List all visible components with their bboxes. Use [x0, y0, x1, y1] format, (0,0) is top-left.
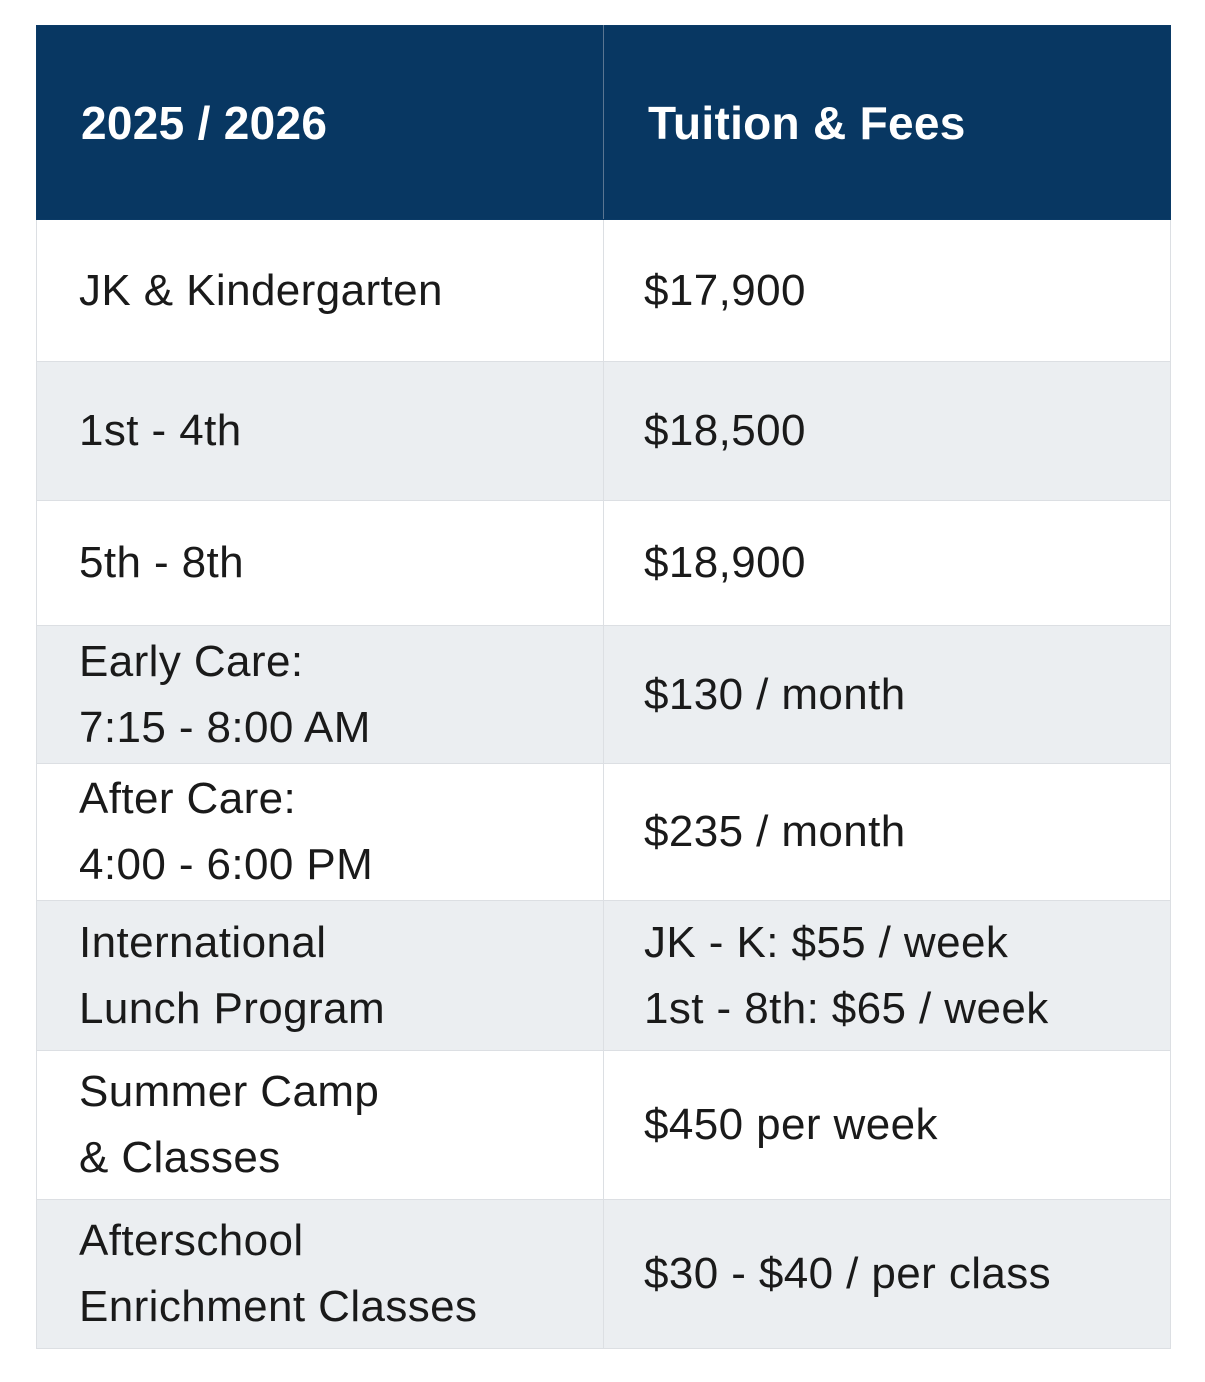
row-fee: $18,900: [604, 501, 1171, 626]
header-tuition-fees: Tuition & Fees: [604, 26, 1171, 220]
row-fee: $130 / month: [604, 626, 1171, 764]
table-row: [37, 1051, 1171, 1200]
row-fee: JK - K: $55 / week 1st - 8th: $65 / week: [604, 901, 1171, 1051]
tuition-fees-table: [36, 25, 1171, 1349]
row-item: Early Care: 7:15 - 8:00 AM: [37, 626, 604, 764]
table-row: [37, 764, 1171, 901]
table-row: [37, 626, 1171, 764]
table-header-row: [37, 26, 1171, 220]
row-fee: $18,500: [604, 362, 1171, 501]
table-row: [37, 362, 1171, 501]
row-item: After Care: 4:00 - 6:00 PM: [37, 764, 604, 901]
row-item: 1st - 4th: [37, 362, 604, 501]
row-fee: $30 - $40 / per class: [604, 1200, 1171, 1349]
row-item: Afterschool Enrichment Classes: [37, 1200, 604, 1349]
table-row: [37, 220, 1171, 362]
row-item: 5th - 8th: [37, 501, 604, 626]
row-item: International Lunch Program: [37, 901, 604, 1051]
row-item: JK & Kindergarten: [37, 220, 604, 362]
table-row: [37, 901, 1171, 1051]
row-fee: $17,900: [604, 220, 1171, 362]
row-item: Summer Camp & Classes: [37, 1051, 604, 1200]
header-year: 2025 / 2026: [37, 26, 604, 220]
row-fee: $450 per week: [604, 1051, 1171, 1200]
row-fee: $235 / month: [604, 764, 1171, 901]
table-row: [37, 1200, 1171, 1349]
table-row: [37, 501, 1171, 626]
